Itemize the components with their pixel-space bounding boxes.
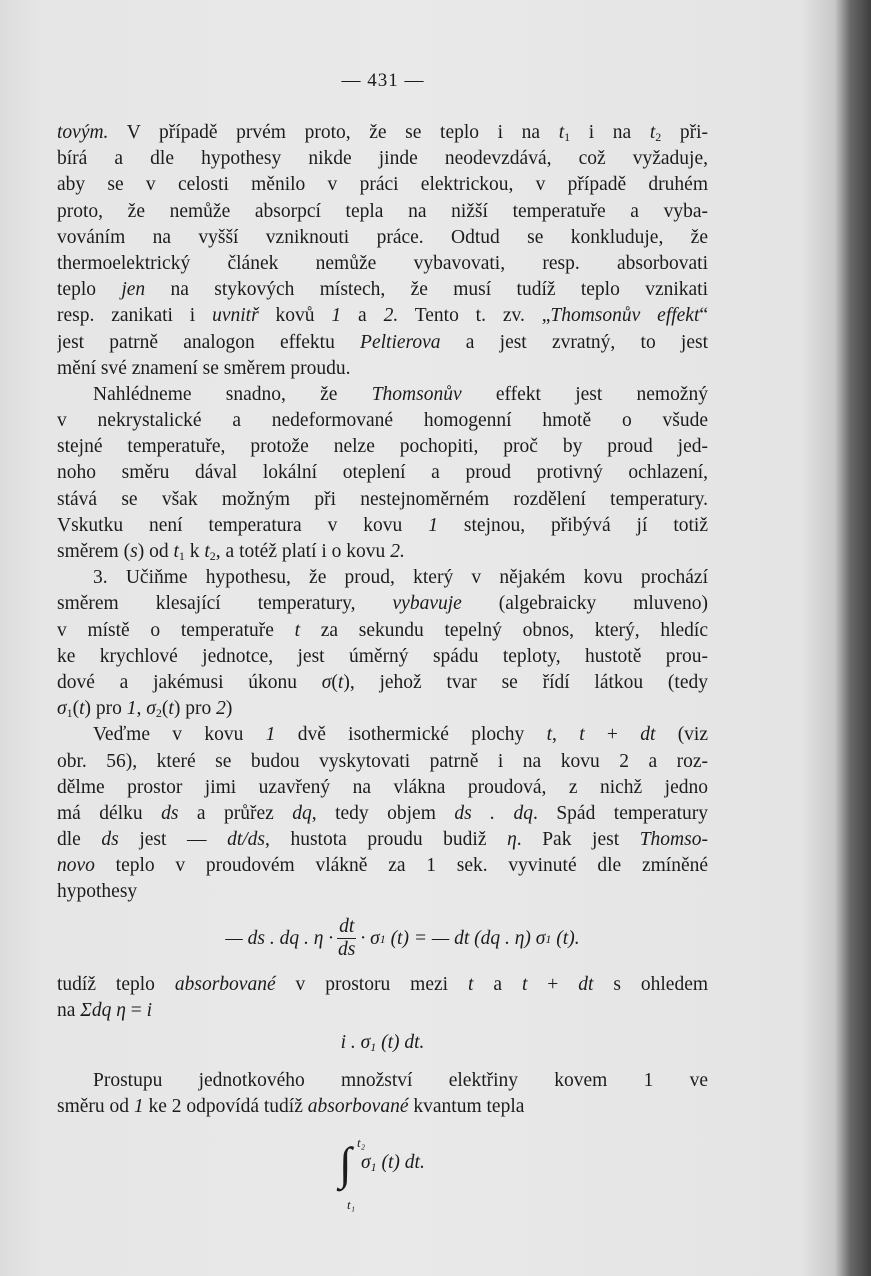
text-line bbox=[57, 120, 708, 146]
text-run: V případě prvém proto, že se teplo i na bbox=[108, 122, 559, 143]
italic-run: ds . dq bbox=[454, 802, 533, 824]
text-run: i na bbox=[570, 122, 650, 143]
text-run: s ohledem bbox=[593, 973, 708, 995]
subscript: 2 bbox=[655, 130, 662, 144]
integral-lower-limit: t₁ bbox=[347, 1197, 356, 1213]
text-line bbox=[57, 722, 708, 748]
text-line bbox=[57, 303, 708, 329]
eq-lhs: — ds . dq . η · bbox=[225, 927, 334, 949]
italic-run: Σdq η bbox=[80, 999, 126, 1021]
italic-run: Thomsonův bbox=[371, 383, 462, 405]
text-line bbox=[57, 434, 708, 460]
text-run: proto, že nemůže absorpcí tepla na nižší temperatuře a vyba- bbox=[57, 200, 708, 222]
text-run: (viz bbox=[655, 724, 708, 746]
text-line bbox=[57, 853, 708, 879]
text-run: a jest zvratný, to jest bbox=[440, 331, 708, 353]
text-line bbox=[57, 1068, 708, 1094]
text-run: k bbox=[184, 541, 205, 562]
text-run: (algebraicky mluveno) bbox=[461, 593, 708, 615]
paragraph bbox=[57, 722, 708, 905]
text-line bbox=[57, 199, 708, 225]
text-line bbox=[57, 513, 708, 539]
text-run: , bbox=[552, 724, 580, 746]
italic-run: t bbox=[546, 724, 552, 746]
italic-run: 1 bbox=[265, 724, 276, 746]
italic-run: 1 bbox=[126, 698, 137, 720]
text-run: obr. 56), které se budou vyskytovati patrně i na kovu 2 a roz- bbox=[57, 750, 708, 772]
text-run: v prostoru mezi bbox=[275, 973, 468, 995]
text-run: na stykových místech, že musí tudíž teplo vznikati bbox=[145, 279, 708, 301]
text-line bbox=[57, 539, 708, 565]
text-run: a průřez bbox=[178, 802, 293, 824]
italic-run: σ bbox=[146, 698, 156, 720]
italic-run: t bbox=[168, 698, 174, 720]
text-run: ) pro bbox=[173, 698, 217, 720]
text-run: směrem ( bbox=[57, 541, 131, 562]
text-run: vováním na vyšší vzniknouti práce. Odtud se konkluduje, že bbox=[57, 226, 708, 248]
equation-heat-per-current bbox=[57, 1026, 708, 1060]
text-line bbox=[57, 408, 708, 434]
text-line bbox=[57, 591, 708, 617]
text-run: při- bbox=[661, 122, 708, 143]
text-line bbox=[57, 749, 708, 775]
integrand bbox=[361, 1150, 425, 1176]
italic-run: Thomso- bbox=[639, 829, 708, 851]
text-line bbox=[57, 146, 708, 172]
text-run: Vskutku není temperatura v kovu bbox=[57, 514, 429, 536]
fraction-denominator: ds bbox=[338, 939, 356, 961]
paragraph bbox=[57, 972, 708, 1024]
italic-run: t bbox=[521, 973, 528, 995]
text-run: ) od bbox=[137, 541, 174, 562]
italic-run: 1 bbox=[331, 305, 342, 327]
italic-run: t bbox=[558, 122, 565, 143]
eq-post: (t) dt. bbox=[381, 1032, 425, 1053]
eq-mid: · σ bbox=[360, 927, 380, 949]
text-run: a bbox=[473, 973, 522, 995]
equation-integral bbox=[57, 1134, 708, 1214]
text-run: effekt jest nemožný bbox=[461, 383, 708, 405]
text-run: na bbox=[57, 999, 81, 1021]
text-line bbox=[57, 618, 708, 644]
subscript: 1 bbox=[178, 549, 185, 563]
italic-run: σ bbox=[321, 671, 332, 693]
subscript: 1 bbox=[66, 706, 73, 721]
integral-sign: ∫ bbox=[339, 1138, 352, 1190]
italic-run: t bbox=[468, 973, 474, 995]
italic-run: dt bbox=[578, 973, 594, 995]
italic-run: uvnitř bbox=[212, 305, 259, 327]
text-run: za sekundu tepelný obnos, který, hledíc bbox=[300, 619, 708, 641]
text-run: ke 2 odpovídá tudíž bbox=[143, 1096, 308, 1118]
text-run: thermoelektrický článek nemůže vybavovati, resp. absorbovati bbox=[57, 252, 708, 274]
text-run: Prostupu jednotkového množství elektřiny kovem 1 ve bbox=[93, 1070, 708, 1091]
text-run: stejnou, přibývá jí totiž bbox=[437, 514, 708, 536]
italic-run: vybavuje bbox=[392, 593, 462, 615]
paragraph bbox=[57, 1068, 708, 1120]
italic-run: novo bbox=[57, 855, 95, 877]
fraction-numerator: dt bbox=[339, 916, 355, 938]
text-line bbox=[57, 879, 708, 905]
text-run: teplo bbox=[57, 279, 122, 301]
subscript: 2 bbox=[155, 706, 162, 721]
italic-run: t bbox=[294, 619, 301, 641]
text-run: , bbox=[136, 698, 147, 720]
text-run: , tedy objem bbox=[311, 802, 455, 824]
text-run: ( bbox=[72, 698, 80, 720]
italic-run: Peltierova bbox=[360, 331, 441, 353]
text-run: mění své znamení se směrem proudu. bbox=[57, 357, 351, 379]
text-run: . Pak jest bbox=[516, 829, 640, 851]
text-run: tudíž teplo bbox=[57, 973, 175, 995]
italic-run: σ bbox=[57, 698, 67, 720]
text-line bbox=[57, 670, 708, 696]
text-line bbox=[57, 775, 708, 801]
text-run: ( bbox=[331, 671, 338, 693]
text-line bbox=[57, 801, 708, 827]
text-line bbox=[57, 330, 708, 356]
text-line bbox=[57, 172, 708, 198]
text-line bbox=[57, 827, 708, 853]
integrand-sub: 1 bbox=[370, 1160, 377, 1175]
text-run: aby se v celosti měnilo v práci elektrickou, v případě druhém bbox=[57, 174, 708, 196]
text-run: a bbox=[341, 305, 384, 327]
text-line bbox=[57, 460, 708, 486]
equation-thomson-heat: — ds . dq . η · $\frac{dt}{ds}$ · σ 1 (t) = — dt (dq . η) σ 1 (t). bbox=[225, 916, 580, 961]
subscript: 2 bbox=[209, 549, 216, 563]
italic-run: t bbox=[204, 541, 210, 562]
text-run: stejné temperatuře, protože nelze pochopiti, proč by proud jed- bbox=[57, 436, 708, 458]
text-run: + bbox=[584, 724, 641, 746]
fraction bbox=[337, 916, 356, 961]
italic-run: i bbox=[146, 999, 153, 1021]
text-run: = bbox=[125, 999, 147, 1021]
text-line bbox=[57, 696, 708, 722]
text-run: směrem klesající temperatury, bbox=[57, 593, 393, 615]
text-run: 3. Učiňme hypothesu, že proud, který v nějakém kovu prochází bbox=[93, 567, 708, 589]
text-run: dělme prostor jimi uzavřený na vlákna proudová, z nichž jedno bbox=[57, 776, 708, 798]
text-run: bírá a dle hypothesy nikde jinde neodevzdává, což vyžaduje, bbox=[57, 148, 708, 170]
text-run: Nahlédneme snadno, že bbox=[93, 383, 372, 405]
text-run: jest — bbox=[118, 829, 228, 851]
text-run: stává se však možným při nestejnoměrném rozdělení temperatury. bbox=[57, 488, 708, 510]
text-run: dvě isothermické plochy bbox=[275, 724, 547, 746]
italic-run: t bbox=[649, 122, 656, 143]
eq-sub: 1 bbox=[370, 1040, 377, 1054]
italic-run: dt bbox=[640, 724, 656, 746]
italic-run: dt/ds bbox=[227, 829, 265, 851]
italic-run: jen bbox=[121, 279, 146, 301]
text-run: + bbox=[527, 973, 579, 995]
text-run: . Spád temperatury bbox=[532, 802, 708, 824]
italic-run: η bbox=[507, 829, 517, 851]
text-run: resp. zanikati i bbox=[57, 305, 213, 327]
italic-run: 2. bbox=[390, 541, 405, 562]
text-run: dle bbox=[57, 829, 102, 851]
paragraph bbox=[57, 565, 708, 722]
italic-run: s bbox=[130, 541, 138, 562]
eq-pre: i . σ bbox=[340, 1032, 371, 1053]
text-run: teplo v proudovém vlákně za 1 sek. vyvinuté dle zmíněné bbox=[94, 855, 708, 877]
eq-rhs: (t) = — dt (dq . η) σ bbox=[390, 927, 546, 949]
italic-run: 1 bbox=[428, 514, 438, 536]
subscript: 1 bbox=[564, 130, 571, 144]
page-number: — 431 — bbox=[341, 70, 425, 91]
integral-upper-limit: t₂ bbox=[357, 1135, 366, 1151]
text-run: jest patrně analogon effektu bbox=[57, 331, 361, 353]
italic-run: absorbované bbox=[174, 973, 276, 995]
text-run: v místě o temperatuře bbox=[57, 619, 295, 641]
integrand-sigma: σ bbox=[361, 1152, 371, 1174]
italic-run: t bbox=[579, 724, 585, 746]
text-line bbox=[57, 277, 708, 303]
text-run: , hustota proudu budiž bbox=[265, 829, 508, 851]
text-run: hypothesy bbox=[57, 881, 138, 903]
text-run: , a totéž platí i o kovu bbox=[215, 541, 391, 562]
text-line bbox=[57, 225, 708, 251]
italic-run: ds bbox=[101, 829, 119, 851]
paragraph bbox=[57, 382, 708, 565]
italic-run: 1 bbox=[133, 1096, 144, 1118]
italic-run: absorbované bbox=[307, 1096, 409, 1118]
integrand-rest: (t) dt. bbox=[376, 1152, 425, 1174]
text-line bbox=[57, 1094, 708, 1120]
text-run: v nekrystalické a nedeformované homogenní hmotě o všude bbox=[57, 410, 708, 432]
text-line bbox=[57, 382, 708, 408]
italic-run: dq bbox=[292, 802, 312, 824]
text-line bbox=[57, 565, 708, 591]
italic-run: 2 bbox=[216, 698, 226, 720]
page-text bbox=[57, 120, 708, 1214]
text-run: “ bbox=[699, 305, 708, 327]
text-line bbox=[57, 972, 708, 998]
text-run: ), jehož tvar se řídí látkou (tedy bbox=[343, 671, 708, 693]
italic-run: Thomsonův effekt bbox=[550, 305, 700, 327]
text-line bbox=[57, 356, 708, 382]
text-run: má délku bbox=[57, 802, 162, 824]
text-run: dové a jakémusi úkonu bbox=[57, 671, 322, 693]
italic-run: t bbox=[79, 698, 85, 720]
text-run: noho směru dával lokální oteplení a proud protivný ochlazení, bbox=[57, 462, 708, 484]
text-run: Veďme v kovu bbox=[93, 724, 266, 746]
text-run: Tento t. zv. „ bbox=[398, 305, 551, 327]
italic-run: ds bbox=[161, 802, 179, 824]
text-run: ) pro bbox=[84, 698, 127, 720]
text-line bbox=[57, 644, 708, 670]
paragraph bbox=[57, 120, 708, 382]
text-run: ) bbox=[225, 698, 233, 720]
italic-run: t bbox=[337, 671, 344, 693]
eq-end: (t). bbox=[556, 927, 580, 949]
italic-run: t bbox=[173, 541, 179, 562]
text-run: ( bbox=[161, 698, 169, 720]
text-run: kovů bbox=[258, 305, 332, 327]
italic-run: tovým. bbox=[57, 122, 109, 143]
text-run: ke krychlové jednotce, jest úměrný spádu teploty, hustotě prou- bbox=[57, 645, 708, 667]
text-line bbox=[57, 251, 708, 277]
text-run: kvantum tepla bbox=[408, 1096, 525, 1118]
text-line bbox=[57, 487, 708, 513]
italic-run: 2. bbox=[383, 305, 399, 327]
text-run: směru od bbox=[57, 1096, 134, 1118]
text-line bbox=[57, 998, 708, 1024]
